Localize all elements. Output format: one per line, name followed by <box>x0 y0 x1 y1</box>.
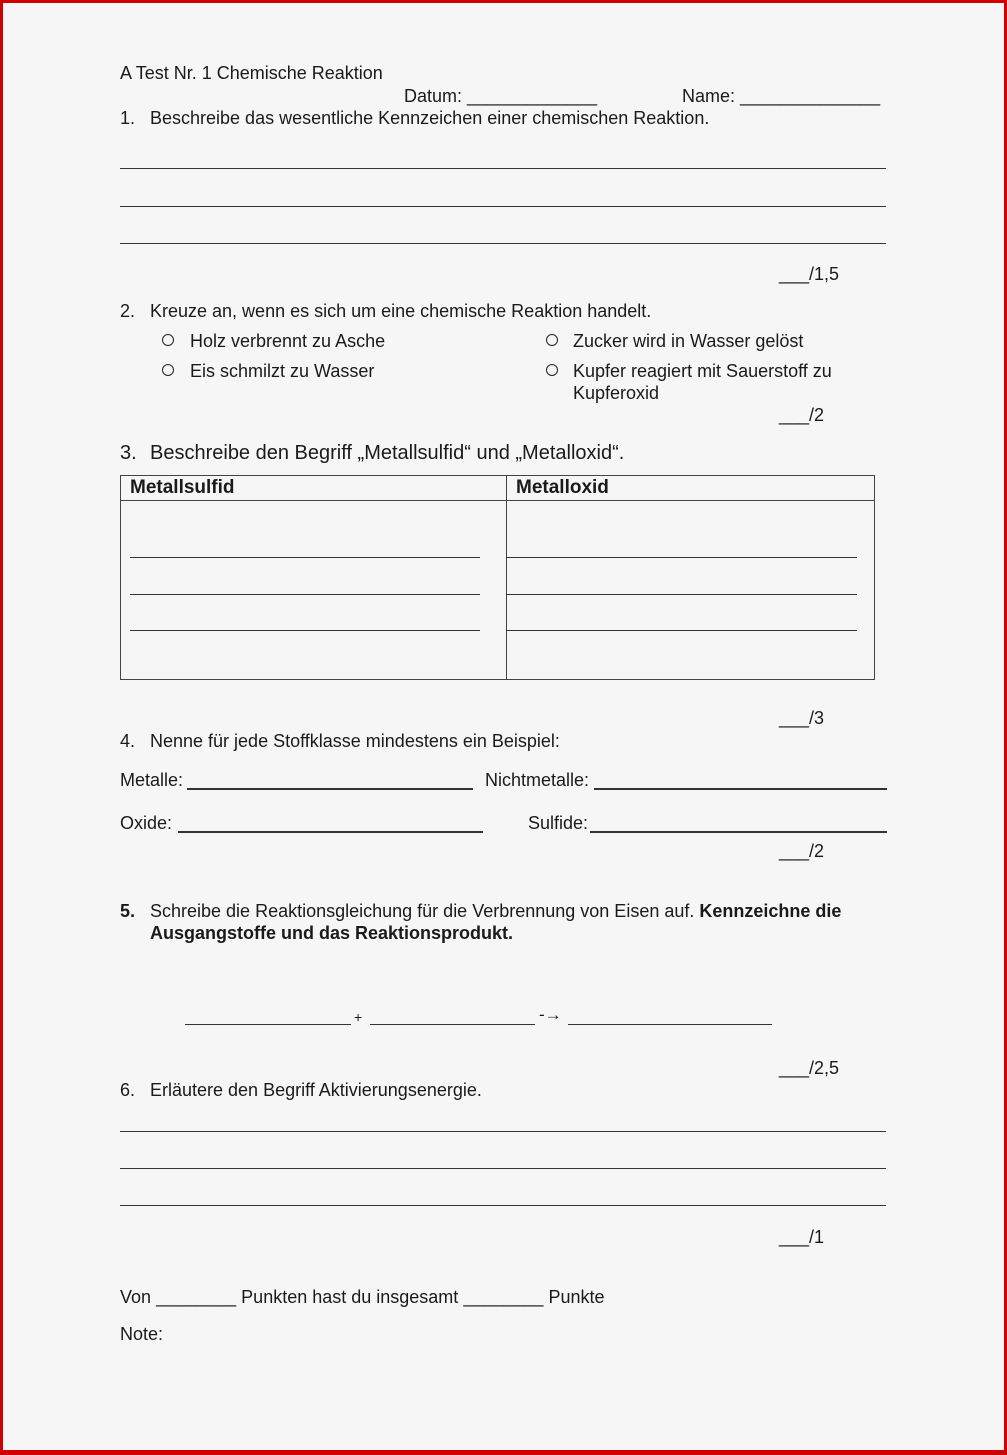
question-4 <box>120 730 560 752</box>
test-title: A Test Nr. 1 Chemische Reaktion <box>120 63 383 83</box>
answer-line-oxide[interactable] <box>178 831 483 833</box>
name-field: Name: ______________ <box>682 86 881 106</box>
score-q1: ___/1,5 <box>779 264 840 284</box>
question-5 <box>120 900 841 922</box>
achieved-blank: ________ <box>463 1287 544 1307</box>
note-label: Note: <box>120 1324 164 1344</box>
question-number: 2. <box>120 301 136 321</box>
option-label: Eis schmilzt zu Wasser <box>190 361 375 381</box>
question-3 <box>120 441 624 465</box>
column-header-metallsulfid: Metallsulfid <box>121 476 507 501</box>
answer-line <box>506 594 857 595</box>
answer-line <box>506 630 857 631</box>
question-text: Beschreibe den Begriff „Metallsulfid“ und „Metalloxid“. <box>150 442 625 464</box>
option-label: Holz verbrennt zu Asche <box>190 331 386 351</box>
question-number: 4. <box>120 731 136 751</box>
total-blank: ________ <box>156 1287 237 1307</box>
score-q5: ___/2,5 <box>779 1058 840 1078</box>
answer-line <box>120 168 886 169</box>
question-number: 1. <box>120 108 136 128</box>
answer-line-sulfide[interactable] <box>590 831 887 833</box>
reactant-1-line[interactable] <box>185 1024 351 1025</box>
label-oxide: Oxide: <box>120 813 173 833</box>
label-nichtmetalle: Nichtmetalle: <box>485 770 590 790</box>
question-number: 5. <box>120 901 136 921</box>
radio-option-3[interactable] <box>162 364 174 376</box>
answer-line <box>120 1168 886 1169</box>
product-line[interactable] <box>568 1024 772 1025</box>
answer-line <box>120 206 886 207</box>
question-text: Beschreibe das wesentliche Kennzeichen einer chemischen Reaktion. <box>150 108 710 128</box>
question-1 <box>120 107 709 129</box>
definition-table <box>120 475 875 680</box>
option-label-continued: Kupferoxid <box>573 383 660 403</box>
question-text: Nenne für jede Stoffklasse mindestens ein Beispiel: <box>150 731 560 751</box>
question-number: 3. <box>120 442 137 464</box>
date-field: Datum: _____________ <box>404 86 598 106</box>
answer-line <box>120 1131 886 1132</box>
answer-line-metalle[interactable] <box>187 788 473 790</box>
answer-line-nichtmetalle[interactable] <box>594 788 887 790</box>
option-label: Zucker wird in Wasser gelöst <box>573 331 804 351</box>
answer-line <box>130 630 480 631</box>
label-metalle: Metalle: <box>120 770 184 790</box>
von-label: Von <box>120 1287 152 1307</box>
total-points-line <box>120 1286 604 1308</box>
question-text: Schreibe die Reaktionsgleichung für die Verbrennung von Eisen auf. <box>150 901 695 921</box>
question-text: Erläutere den Begriff Aktivierungsenergie. <box>150 1080 482 1100</box>
plus-sign: + <box>354 1009 363 1025</box>
option-label: Kupfer reagiert mit Sauerstoff zu <box>573 361 832 381</box>
mid-label: Punkten hast du insgesamt <box>241 1287 459 1307</box>
question-text-bold: Kennzeichne die <box>699 901 842 921</box>
answer-line <box>506 557 857 558</box>
column-header-metalloxid: Metalloxid <box>507 476 875 501</box>
score-q3: ___/3 <box>779 708 825 728</box>
punkte-label: Punkte <box>548 1287 605 1307</box>
reaction-arrow: -→ <box>539 1005 562 1024</box>
answer-line <box>130 594 480 595</box>
question-text: Kreuze an, wenn es sich um eine chemische Reaktion handelt. <box>150 301 652 321</box>
radio-option-4[interactable] <box>546 364 558 376</box>
radio-option-2[interactable] <box>546 334 558 346</box>
question-6 <box>120 1079 482 1101</box>
question-text-bold: Ausgangstoffe und das Reaktionsprodukt. <box>150 923 514 943</box>
radio-option-1[interactable] <box>162 334 174 346</box>
answer-line <box>120 243 886 244</box>
question-2 <box>120 300 651 322</box>
cell-metalloxid[interactable] <box>507 501 875 680</box>
reactant-2-line[interactable] <box>370 1024 535 1025</box>
score-q2: ___/2 <box>779 405 825 425</box>
question-number: 6. <box>120 1080 136 1100</box>
question-5-continued <box>150 922 513 944</box>
score-q6: ___/1 <box>779 1227 825 1247</box>
label-sulfide: Sulfide: <box>528 813 589 833</box>
answer-line <box>120 1205 886 1206</box>
answer-line <box>130 557 480 558</box>
cell-metallsulfid[interactable] <box>121 501 507 680</box>
score-q4: ___/2 <box>779 841 825 861</box>
